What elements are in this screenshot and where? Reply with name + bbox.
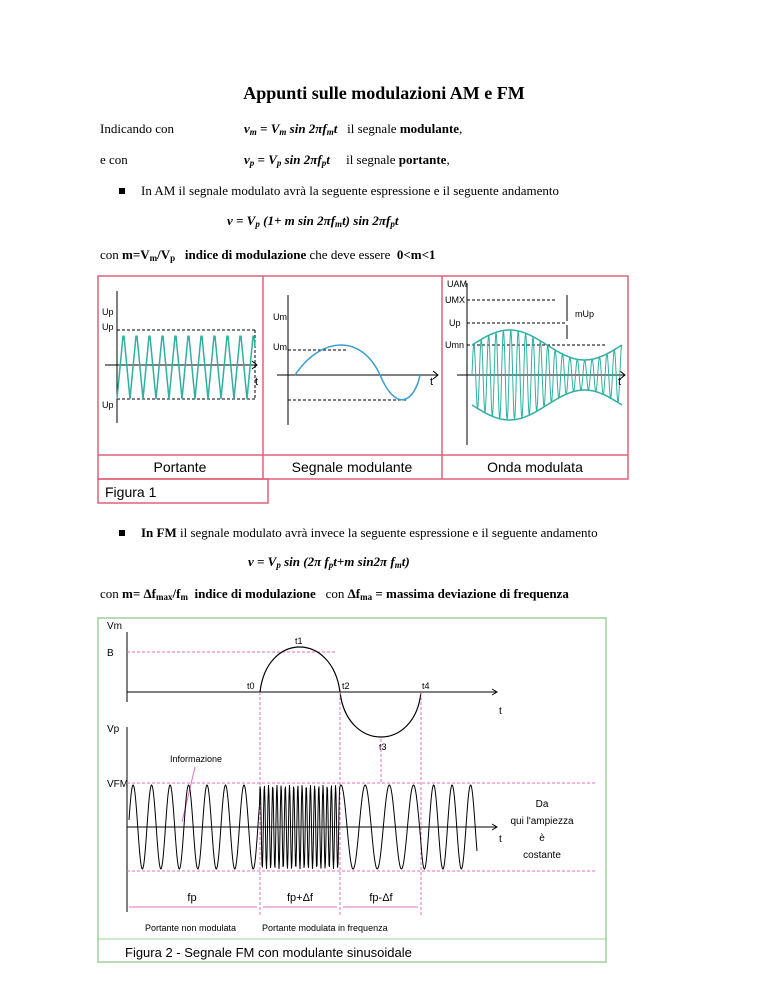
caption-segnale-modulante: Segnale modulante [291,459,413,475]
modulating-signal-line: $v_m = V_m$ $\sin 2\pi f_mt$ il segnale modulante, [244,121,463,137]
figure-2-frame [98,618,606,962]
figure-2 [97,617,607,963]
svg-text:Vm: Vm [107,621,122,632]
figure-1-label: Figura 1 [105,484,157,500]
figure-2-caption: Figura 2 - Segnale FM con modulante sinusoidale [125,945,412,960]
bullet-icon [119,188,125,194]
svg-text:t1: t1 [295,636,303,646]
svg-text:Up: Up [449,318,461,328]
am-bullet-text: In AM il segnale modulato avrà la seguente espressione e il seguente andamento [141,183,560,198]
svg-text:Da: Da [535,799,549,810]
svg-text:t3: t3 [379,742,387,752]
svg-text:fp+Δf: fp+Δf [286,892,314,904]
svg-text:t0: t0 [247,681,255,691]
figure-1 [97,275,629,504]
svg-text:Up: Up [102,400,114,410]
svg-text:costante: costante [523,850,561,861]
svg-text:Portante modulata in frequenza: Portante modulata in frequenza [262,923,388,933]
svg-text:Umn: Umn [445,340,465,350]
caption-portante: Portante [153,459,207,475]
caption-onda-modulata: Onda modulata [487,459,583,475]
modulating-plot [273,295,438,425]
svg-text:VFM: VFM [107,779,129,790]
svg-text:è: è [539,833,545,844]
svg-text:t4: t4 [422,681,430,691]
svg-text:t: t [499,706,502,717]
svg-text:t: t [499,834,502,845]
carrier-plot [102,291,258,423]
svg-text:t: t [618,376,622,388]
svg-text:t: t [430,376,434,388]
svg-text:Um: Um [273,312,287,322]
page-title: Appunti sulle modulazioni AM e FM [243,83,525,103]
fm-formula: $v = V_p$ sin (2π $f_pt+m$ sin2π $f_mt$) [248,554,410,570]
svg-text:UAM: UAM [447,279,467,289]
svg-text:fp: fp [187,892,197,904]
fm-index-line: con $m= \Delta f_{max}/f_m$ indice di modulazione con $\Delta f_{ma}$ = massima deviazione di frequenza [100,586,569,602]
svg-text:Um: Um [273,342,287,352]
svg-text:Portante non modulata: Portante non modulata [145,923,237,933]
am-index-line: con $m=V_m/V_p$ indice di modulazione che deve essere 0<m<1 [100,247,436,263]
svg-text:fp-Δf: fp-Δf [369,892,393,904]
svg-text:t: t [255,376,259,388]
am-formula: $v = V_p$ (1+ m $\sin 2\pi f_mt$) $\sin 2\pi f_pt$ [227,213,399,229]
bullet-icon [119,530,125,536]
svg-text:Vp: Vp [107,724,120,735]
figure-1-frame [98,276,628,479]
svg-text:qui l'ampiezza: qui l'ampiezza [510,816,574,827]
fm-bullet-text: In FM il segnale modulato avrà invece la seguente espressione e il seguente andamento [141,525,598,540]
am-modulated-plot [445,279,625,445]
svg-text:t2: t2 [342,681,350,691]
intro-lead-1: Indicando con [100,121,175,136]
carrier-signal-line: $v_p = V_p$ $\sin 2\pi f_pt$ il segnale portante, [244,152,450,168]
svg-text:Up: Up [102,322,114,332]
svg-text:mUp: mUp [575,309,595,319]
svg-text:Up: Up [102,307,114,317]
svg-text:Informazione: Informazione [170,754,223,764]
svg-text:B: B [107,648,114,659]
intro-lead-2: e con [100,152,128,167]
svg-text:UMX: UMX [445,295,465,305]
